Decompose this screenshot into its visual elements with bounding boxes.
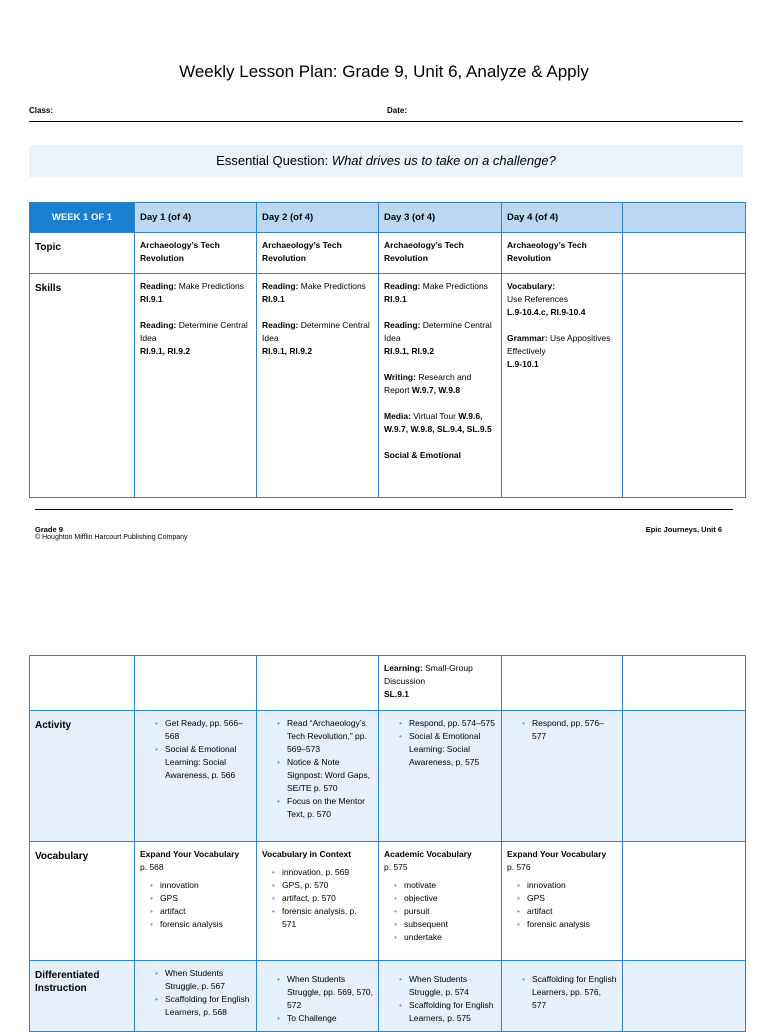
skills-empty <box>623 274 746 498</box>
skill-text: Virtual Tour <box>410 411 459 421</box>
list-item: • objective <box>404 892 496 905</box>
list-item: • Read “Archaeology’s Tech Revolution,” pp. 569–573 <box>287 717 373 756</box>
activity-row <box>30 711 746 842</box>
vocab-heading: Vocabulary in Context <box>262 849 352 859</box>
skill-label: Learning: <box>384 663 423 673</box>
skill-standard: RI.9.1 <box>140 294 163 304</box>
skills-row <box>30 274 746 498</box>
skill-standard: RI.9.1 <box>384 294 407 304</box>
list-item: • Scaffolding for English Learners, p. 568 <box>165 993 251 1019</box>
vocab-heading: Expand Your Vocabulary <box>140 849 240 859</box>
activity-list-day-1 <box>153 717 251 782</box>
differentiated-row <box>30 961 746 1032</box>
skill-label: Reading: <box>262 320 299 330</box>
list-item: • innovation, p. 569 <box>282 866 373 879</box>
skill-text: Determine Central Idea <box>140 320 248 343</box>
list-item: • artifact <box>160 905 251 918</box>
skill-label: Writing: <box>384 372 416 382</box>
skill-label: Grammar: <box>507 333 548 343</box>
activity-list-day-4 <box>520 717 617 743</box>
list-item: • innovation <box>527 879 617 892</box>
continued-day-3 <box>379 656 502 711</box>
skill-label: Social & Emotional <box>384 450 461 460</box>
list-item: • pursuit <box>404 905 496 918</box>
week-label: WEEK 1 OF 1 <box>30 203 135 233</box>
topic-empty <box>623 233 746 274</box>
vocab-day-2 <box>257 842 379 961</box>
empty-header <box>623 203 746 233</box>
list-item: • Scaffolding for English Learners, pp. 576, 577 <box>532 973 617 1012</box>
topic-day-4: Archaeology’s Tech Revolution <box>507 240 587 263</box>
vocab-heading: Expand Your Vocabulary <box>507 849 607 859</box>
footer-unit: Epic Journeys, Unit 6 <box>645 525 722 534</box>
skill-text: Determine Central Idea <box>384 320 492 343</box>
skills-day-4 <box>502 274 623 498</box>
essential-question-text: What drives us to take on a challenge? <box>331 153 556 168</box>
skill-text: Use References <box>507 294 568 304</box>
footer-left <box>35 525 188 541</box>
skill-text: Make Predictions <box>420 281 488 291</box>
skills-day-1 <box>135 274 257 498</box>
list-item: • Scaffolding for English Learners, p. 575 <box>409 999 496 1025</box>
lesson-table-continued <box>29 655 746 1032</box>
skill-text: Determine Central Idea <box>262 320 370 343</box>
lesson-table-week <box>29 202 746 498</box>
list-item: • Social & Emotional Learning: Social Awareness, p. 575 <box>409 730 496 769</box>
list-item: • When Students Struggle, pp. 569, 570, 572 <box>287 973 373 1012</box>
list-item: • To Challenge <box>287 1012 373 1025</box>
class-label: Class: <box>29 106 54 115</box>
skill-standard: SL.9.1 <box>384 689 410 699</box>
skill-label: Reading: <box>262 281 299 291</box>
list-item: • Focus on the Mentor Text, p. 570 <box>287 795 373 821</box>
header-rule <box>29 121 743 122</box>
diff-list-day-3 <box>397 973 496 1025</box>
list-item: • artifact, p. 570 <box>282 892 373 905</box>
list-item: • GPS, p. 570 <box>282 879 373 892</box>
skill-standard: W.9.7, W.9.8 <box>411 385 461 395</box>
date-label: Date: <box>387 106 408 115</box>
vocab-page: p. 568 <box>140 862 164 872</box>
skill-label: Vocabulary: <box>507 281 556 291</box>
skill-text: Make Predictions <box>176 281 244 291</box>
page-title: Weekly Lesson Plan: Grade 9, Unit 6, Analyze & Apply <box>179 62 589 81</box>
vocab-page: p. 575 <box>384 862 408 872</box>
skills-label: Skills <box>30 274 135 498</box>
diff-list-day-2 <box>275 973 373 1025</box>
skill-label: Reading: <box>384 281 421 291</box>
skill-label: Reading: <box>140 320 177 330</box>
list-item: • forensic analysis <box>160 918 251 931</box>
list-item: • Respond, pp. 574–575 <box>409 717 496 730</box>
activity-label: Activity <box>30 711 135 842</box>
skill-text: Use Appositives Effectively <box>507 333 611 356</box>
footer-rule <box>35 509 733 510</box>
list-item: • When Students Struggle, p. 574 <box>409 973 496 999</box>
list-item: • forensic analysis <box>527 918 617 931</box>
footer-grade: Grade 9 <box>35 525 63 534</box>
day-2-header: Day 2 (of 4) <box>257 203 379 233</box>
topic-row <box>30 233 746 274</box>
continued-row <box>30 656 746 711</box>
skill-text: Small-Group Discussion <box>384 663 473 686</box>
vocabulary-row <box>30 842 746 961</box>
day-header-row <box>30 203 746 233</box>
vocab-page: p. 576 <box>507 862 531 872</box>
skill-standard: W.9.6, W.9.7, W.9.8, SL.9.4, SL.9.5 <box>384 411 492 434</box>
list-item: • GPS <box>160 892 251 905</box>
differentiated-label: Differentiated Instruction <box>30 961 135 1032</box>
skill-standard: RI.9.1, RI.9.2 <box>262 346 313 356</box>
list-item: • artifact <box>527 905 617 918</box>
vocabulary-label: Vocabulary <box>30 842 135 961</box>
list-item: • innovation <box>160 879 251 892</box>
activity-list-day-2 <box>275 717 373 821</box>
list-item: • undertake <box>404 931 496 944</box>
skills-day-2 <box>257 274 379 498</box>
vocab-day-4 <box>502 842 623 961</box>
list-item: • Respond, pp. 576–577 <box>532 717 617 743</box>
essential-question-label: Essential Question: <box>216 153 332 168</box>
day-4-header: Day 4 (of 4) <box>502 203 623 233</box>
skill-text: Research and Report <box>384 372 472 395</box>
list-item: • Notice & Note Signpost: Word Gaps, SE/TE p. 570 <box>287 756 373 795</box>
list-item: • Social & Emotional Learning: Social Awareness, p. 566 <box>165 743 251 782</box>
vocab-heading: Academic Vocabulary <box>384 849 472 859</box>
topic-day-3: Archaeology’s Tech Revolution <box>384 240 464 263</box>
diff-list-day-4 <box>520 973 617 1012</box>
activity-list-day-3 <box>397 717 496 769</box>
diff-list-day-1 <box>153 967 251 1019</box>
skill-standard: RI.9.1, RI.9.2 <box>384 346 435 356</box>
skills-day-3 <box>379 274 502 498</box>
skill-text: Make Predictions <box>298 281 366 291</box>
list-item: • When Students Struggle, p. 567 <box>165 967 251 993</box>
day-3-header: Day 3 (of 4) <box>379 203 502 233</box>
skill-standard: RI.9.1, RI.9.2 <box>140 346 191 356</box>
vocab-day-1 <box>135 842 257 961</box>
list-item: • motivate <box>404 879 496 892</box>
list-item: • Get Ready, pp. 566–568 <box>165 717 251 743</box>
list-item: • subsequent <box>404 918 496 931</box>
footer-right <box>646 525 722 534</box>
footer-copyright: © Houghton Mifflin Harcourt Publishing Company <box>35 534 188 541</box>
skill-label: Reading: <box>140 281 177 291</box>
topic-day-2: Archaeology’s Tech Revolution <box>262 240 342 263</box>
skill-standard: RI.9.1 <box>262 294 285 304</box>
skill-label: Reading: <box>384 320 421 330</box>
list-item: • forensic analysis, p. 571 <box>282 905 373 931</box>
essential-question-banner <box>29 145 743 177</box>
skill-standard: L.9-10.1 <box>507 359 539 369</box>
day-1-header: Day 1 (of 4) <box>135 203 257 233</box>
topic-label: Topic <box>30 233 135 274</box>
skill-label: Media: <box>384 411 411 421</box>
topic-day-1: Archaeology’s Tech Revolution <box>140 240 220 263</box>
list-item: • GPS <box>527 892 617 905</box>
skill-standard: L.9-10.4.c, RI.9-10.4 <box>507 307 586 317</box>
vocab-day-3 <box>379 842 502 961</box>
